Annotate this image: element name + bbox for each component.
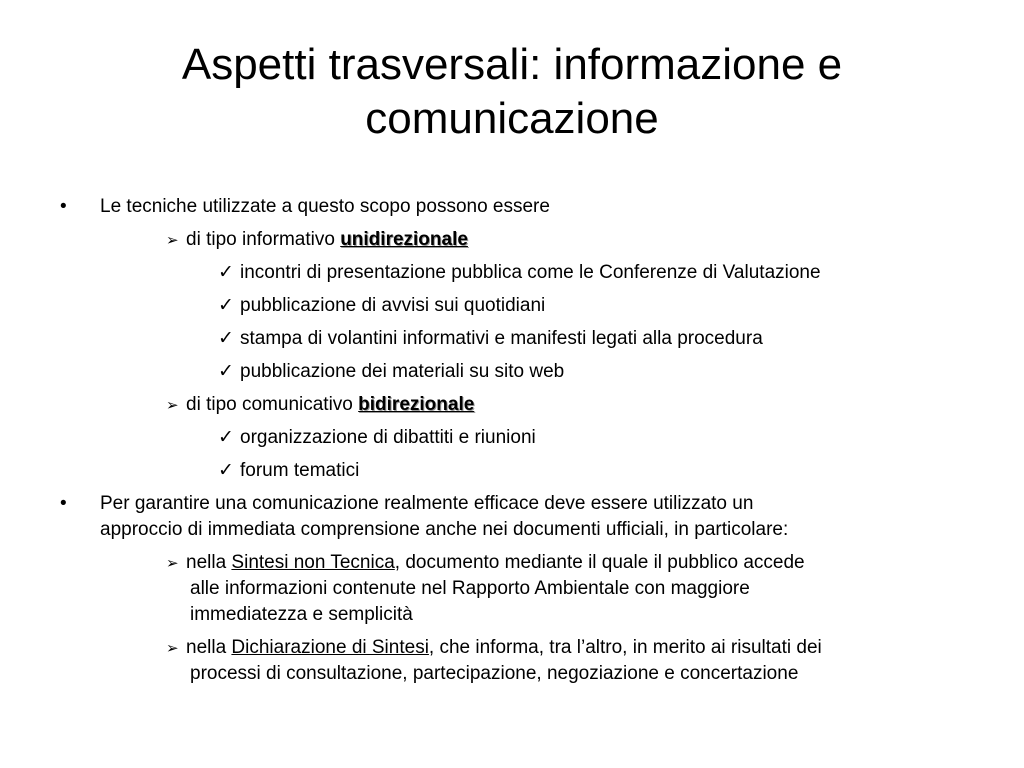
sub-item-dichiarazione-di-sintesi [166,635,822,662]
check-item [218,359,564,385]
check-item-text: pubblicazione dei materiali su sito web [240,361,565,382]
check-item [218,260,821,286]
arrow-bullet-icon: ➢ [166,555,179,572]
check-item [218,293,545,319]
checkmark-icon: ✓ [218,427,234,448]
sub-item-informativo [166,227,468,254]
sub-item-text-line: immediatezza e semplicità [190,604,413,625]
check-item-text: stampa di volantini informativi e manifesti legati alla procedura [240,328,763,349]
bullet-text: Le tecniche utilizzate a questo scopo possono essere [100,196,550,217]
sub-item-text-line: processi di consultazione, partecipazione, negoziazione e concertazione [190,663,799,684]
sub-item-prefix: di tipo comunicativo [186,394,359,415]
check-item-text: pubblicazione di avvisi sui quotidiani [240,295,546,316]
sub-item-text: , documento mediante il quale il pubblico accede [394,552,805,573]
check-item-text: forum tematici [240,460,360,481]
bullet-text-line: Per garantire una comunicazione realmente efficace deve essere utilizzato un [100,493,754,514]
bullet-dot-icon: • [60,493,67,514]
checkmark-icon: ✓ [218,262,234,283]
check-item-text: incontri di presentazione pubblica come le Conferenze di Valutazione [240,262,821,283]
arrow-bullet-icon: ➢ [166,397,179,414]
sub-item-text: , che informa, tra l’altro, in merito ai risultati dei [428,637,822,658]
sub-item-prefix: di tipo informativo [186,229,341,250]
bullet-text-line: approccio di immediata comprensione anche nei documenti ufficiali, in particolare: [100,519,789,540]
bullet-dot-icon: • [60,196,67,217]
check-item [218,425,536,451]
arrow-bullet-icon: ➢ [166,232,179,249]
checkmark-icon: ✓ [218,361,234,382]
checkmark-icon: ✓ [218,295,234,316]
check-item-text: organizzazione di dibattiti e riunioni [240,427,536,448]
check-item [218,326,763,352]
link-sintesi-non-tecnica[interactable]: Sintesi non Tecnica [231,552,395,573]
sub-item-comunicativo [166,392,474,419]
slide-title: Aspetti trasversali: informazione e comunicazione [181,40,843,143]
check-item [218,458,359,484]
checkmark-icon: ✓ [218,328,234,349]
sub-item-sintesi-non-tecnica [166,550,805,577]
sub-item-prefix: nella [186,637,232,658]
emphasis-bidirezionale: bidirezionale [358,394,475,415]
link-dichiarazione-di-sintesi[interactable]: Dichiarazione di Sintesi [231,637,429,658]
arrow-bullet-icon: ➢ [166,640,179,657]
emphasis-unidirezionale: unidirezionale [340,229,468,250]
sub-item-text-line: alle informazioni contenute nel Rapporto Ambientale con maggiore [190,578,750,599]
sub-item-prefix: nella [186,552,232,573]
checkmark-icon: ✓ [218,460,234,481]
